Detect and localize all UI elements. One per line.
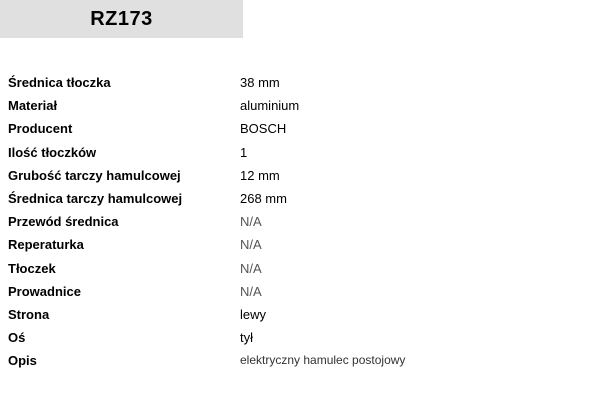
spec-value: N/A [240,260,262,276]
product-code-header [0,0,243,38]
spec-label: Prowadnice [8,283,81,299]
spec-value: aluminium [240,98,300,114]
table-row [8,233,588,256]
spec-label: Oś [8,330,26,346]
spec-value: 12 mm [240,167,280,183]
table-row [8,141,588,164]
spec-value: 268 mm [240,191,287,207]
spec-value: 1 [240,144,248,160]
spec-label: Przewód średnica [8,214,119,230]
table-row [8,71,588,94]
spec-value: N/A [240,237,262,253]
spec-label: Materiał [8,98,58,114]
spec-value: N/A [240,283,262,299]
spec-value: 38 mm [240,75,280,90]
spec-value: elektryczny hamulec postojowy [240,353,406,368]
spec-value: lewy [240,307,267,323]
spec-label: Tłoczek [8,260,56,276]
product-code-label: RZ173 [90,7,153,30]
table-row [8,280,588,303]
table-row [8,187,588,210]
spec-label: Opis [8,353,37,369]
specifications-table-body [8,71,588,373]
spec-label: Producent [8,121,73,137]
specifications-table [8,71,588,373]
table-row [8,326,588,349]
spec-value: N/A [240,214,262,230]
table-row [8,257,588,280]
spec-label: Strona [8,307,50,323]
table-row [8,303,588,326]
spec-value: BOSCH [240,121,287,137]
table-row [8,210,588,233]
table-row [8,117,588,140]
spec-label: Ilość tłoczków [8,144,97,160]
spec-label: Średnica tarczy hamulcowej [8,191,183,207]
spec-value: tył [240,330,253,346]
table-row [8,349,588,372]
spec-label: Reperaturka [8,237,84,253]
table-row [8,164,588,187]
table-row [8,94,588,117]
spec-label: Średnica tłoczka [8,75,111,90]
spec-label: Grubość tarczy hamulcowej [8,167,181,183]
